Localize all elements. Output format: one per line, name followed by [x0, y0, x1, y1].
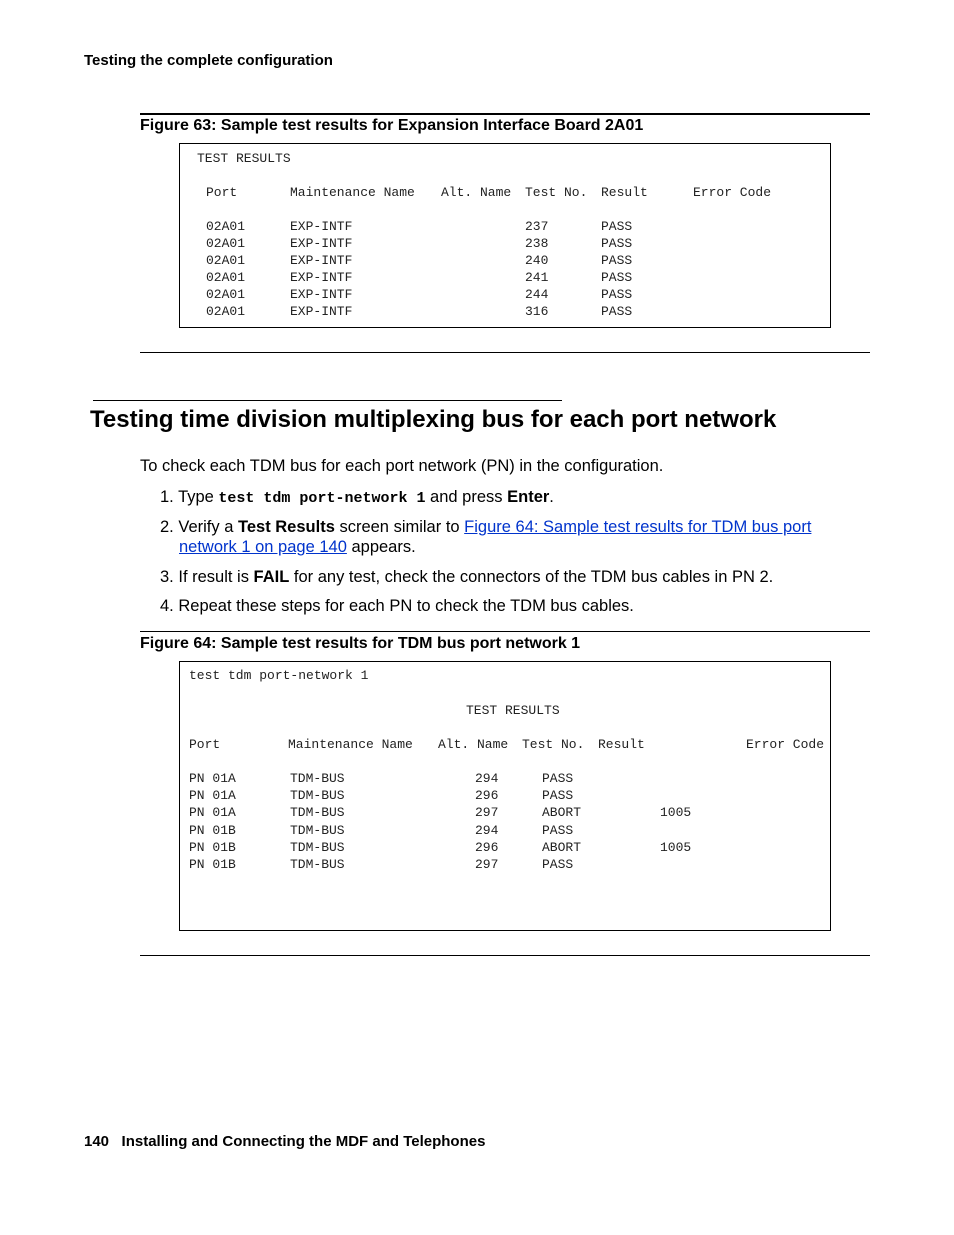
command-text: test tdm port-network 1 — [218, 490, 426, 507]
figure-top-rule — [140, 631, 870, 632]
page-number: 140 — [84, 1133, 110, 1150]
table-row-maintenance-name: TDM-BUS — [290, 840, 345, 855]
column-header-port: Port — [206, 185, 238, 200]
table-row-result: PASS — [601, 253, 633, 268]
table-row-maintenance-name: EXP-INTF — [290, 287, 353, 302]
table-row-port: PN 01A — [189, 788, 236, 803]
table-row-result: PASS — [542, 771, 574, 786]
table-row-result: PASS — [542, 788, 574, 803]
figure-63-title: Figure 63: Sample test results for Expansion Interface Board 2A01 — [140, 117, 644, 134]
figure-64-title: Figure 64: Sample test results for TDM bus port network 1 — [140, 635, 581, 652]
table-row-test-no: 240 — [525, 253, 549, 268]
figure-top-rule — [140, 113, 870, 115]
column-header-port: Port — [189, 737, 221, 752]
figure-64-link-page[interactable]: network 1 on page 140 — [179, 538, 347, 556]
table-row-maintenance-name: EXP-INTF — [290, 270, 353, 285]
table-row-port: PN 01B — [189, 857, 236, 872]
figure-bottom-rule — [140, 955, 870, 956]
table-row-test-no: 296 — [475, 840, 499, 855]
step-2: 2. Verify a Test Results screen similar to Figure 64: Sample test results for TDM bus port network 1 on page 140 appears. — [160, 518, 812, 556]
figure-64-link[interactable]: Figure 64: Sample test results for TDM bus port — [464, 518, 812, 536]
table-row-test-no: 297 — [475, 857, 499, 872]
table-row-port: 02A01 — [206, 304, 246, 319]
table-row-maintenance-name: EXP-INTF — [290, 304, 353, 319]
screen-heading: TEST RESULTS — [197, 151, 291, 166]
column-header-error-code: Error Code — [693, 185, 772, 200]
table-row-port: 02A01 — [206, 219, 246, 234]
table-row-port: 02A01 — [206, 253, 246, 268]
table-row-port: PN 01A — [189, 805, 236, 820]
table-row-test-no: 244 — [525, 287, 549, 302]
table-row-maintenance-name: TDM-BUS — [290, 823, 345, 838]
page-footer — [84, 1133, 485, 1150]
table-row-maintenance-name: EXP-INTF — [290, 253, 353, 268]
table-row-result: PASS — [542, 823, 574, 838]
table-row-port: PN 01B — [189, 840, 236, 855]
column-header-test-no: Test No. — [525, 185, 588, 200]
screen-heading: TEST RESULTS — [466, 703, 560, 718]
figure-63-screen — [179, 143, 831, 328]
table-row-maintenance-name: TDM-BUS — [290, 788, 345, 803]
table-row-error-code: 1005 — [660, 805, 692, 820]
table-row-test-no: 294 — [475, 771, 499, 786]
section-heading: Testing time division multiplexing bus for each port network — [90, 406, 777, 433]
screen-command: test tdm port-network 1 — [189, 668, 369, 683]
table-row-error-code: 1005 — [660, 840, 692, 855]
table-row-port: 02A01 — [206, 270, 246, 285]
table-row-test-no: 294 — [475, 823, 499, 838]
section-heading-rule — [93, 400, 562, 401]
running-head: Testing the complete configuration — [84, 52, 333, 69]
table-row-result: ABORT — [542, 805, 582, 820]
table-row-port: 02A01 — [206, 236, 246, 251]
table-row-result: PASS — [601, 304, 633, 319]
column-header-alt-name: Alt. Name — [441, 185, 512, 200]
table-row-result: PASS — [601, 236, 633, 251]
table-row-maintenance-name: TDM-BUS — [290, 857, 345, 872]
table-row-test-no: 296 — [475, 788, 499, 803]
table-row-result: PASS — [542, 857, 574, 872]
table-row-result: PASS — [601, 287, 633, 302]
column-header-error-code: Error Code — [746, 737, 825, 752]
table-row-maintenance-name: EXP-INTF — [290, 219, 353, 234]
table-row-maintenance-name: TDM-BUS — [290, 771, 345, 786]
column-header-maintenance-name: Maintenance Name — [290, 185, 415, 200]
table-row-test-no: 297 — [475, 805, 499, 820]
table-row-port: 02A01 — [206, 287, 246, 302]
column-header-maintenance-name: Maintenance Name — [288, 737, 413, 752]
table-row-result: PASS — [601, 219, 633, 234]
column-header-test-no: Test No. — [522, 737, 585, 752]
table-row-port: PN 01A — [189, 771, 236, 786]
book-title: Installing and Connecting the MDF and Telephones — [121, 1133, 486, 1150]
step-1: 1. Type test tdm port-network 1 and press Enter. — [160, 488, 554, 507]
step-3: 3. If result is FAIL for any test, check the connectors of the TDM bus cables in PN 2. — [160, 568, 774, 586]
table-row-test-no: 316 — [525, 304, 549, 319]
table-row-result: PASS — [601, 270, 633, 285]
table-row-maintenance-name: TDM-BUS — [290, 805, 345, 820]
table-row-result: ABORT — [542, 840, 582, 855]
table-row-test-no: 237 — [525, 219, 549, 234]
figure-bottom-rule — [140, 352, 870, 353]
column-header-result: Result — [598, 737, 645, 752]
intro-paragraph: To check each TDM bus for each port network (PN) in the configuration. — [140, 457, 664, 475]
step-4: 4. Repeat these steps for each PN to check the TDM bus cables. — [160, 597, 634, 615]
table-row-maintenance-name: EXP-INTF — [290, 236, 353, 251]
column-header-alt-name: Alt. Name — [438, 737, 509, 752]
figure-64-screen — [179, 661, 831, 931]
table-row-port: PN 01B — [189, 823, 236, 838]
column-header-result: Result — [601, 185, 648, 200]
table-row-test-no: 241 — [525, 270, 549, 285]
table-row-test-no: 238 — [525, 236, 549, 251]
